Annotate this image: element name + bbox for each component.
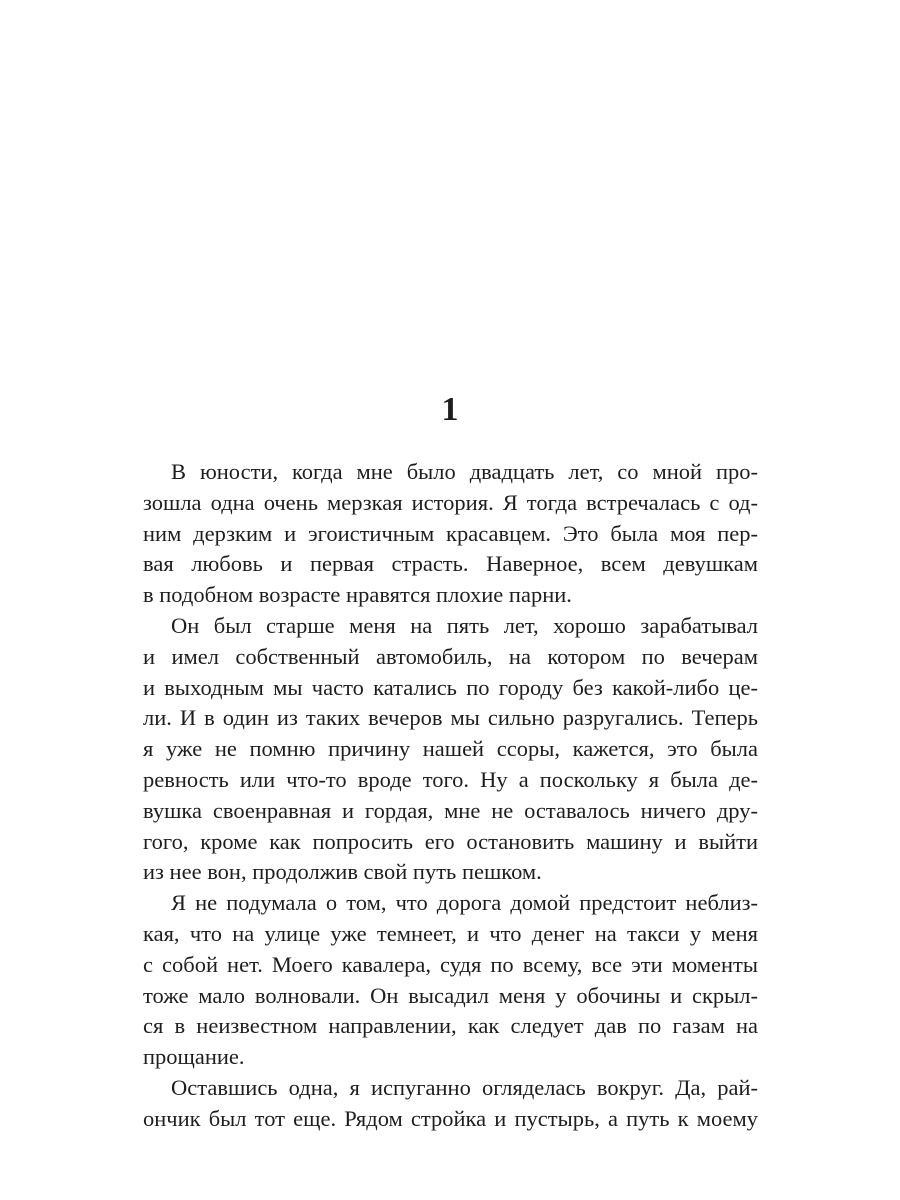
- text-line: Я не подумала о том, что дорога домой предстоит неблиз-: [171, 890, 758, 916]
- text-line: и имел собственный автомобиль, на котором по вечерам: [143, 643, 758, 669]
- text-line: вая любовь и первая страсть. Наверное, всем девушкам: [143, 551, 758, 577]
- text-line: и выходным мы часто катались по городу без какой-либо це-: [143, 674, 758, 700]
- text-line: зошла одна очень мерзкая история. Я тогда встречалась с од-: [143, 489, 758, 515]
- text-line: ся в неизвестном направлении, как следует дав по газам на: [143, 1013, 758, 1039]
- text-line: Он был старше меня на пять лет, хорошо зарабатывал: [171, 612, 758, 638]
- text-line: ним дерзким и эгоистичным красавцем. Это была моя пер-: [143, 520, 758, 546]
- text-line: я уже не помню причину нашей ссоры, кажется, это была: [143, 736, 758, 762]
- chapter-text: [143, 457, 758, 1135]
- text-line: в подобном возрасте нравятся плохие парни.: [143, 582, 572, 608]
- text-line: тоже мало волновали. Он высадил меня у обочины и скрыл-: [143, 982, 758, 1008]
- text-line: прощание.: [143, 1044, 245, 1070]
- text-line: ревность или что-то вроде того. Ну а поскольку я была де-: [143, 766, 758, 792]
- text-line: ончик был тот еще. Рядом стройка и пустырь, а путь к моему: [143, 1105, 758, 1131]
- text-line: с собой нет. Моего кавалера, судя по всему, все эти моменты: [143, 951, 758, 977]
- text-line: гого, кроме как попросить его остановить машину и выйти: [143, 828, 758, 854]
- chapter-number: 1: [441, 391, 459, 428]
- text-line: вушка своенравная и гордая, мне не оставалось ничего дру-: [143, 797, 758, 823]
- text-line: из нее вон, продолжив свой путь пешком.: [143, 859, 542, 885]
- text-line: В юности, когда мне было двадцать лет, со мной про-: [171, 459, 758, 484]
- text-line: ли. И в один из таких вечеров мы сильно разругались. Теперь: [143, 705, 758, 731]
- text-line: кая, что на улице уже темнеет, и что денег на такси у меня: [143, 920, 758, 946]
- text-line: Оставшись одна, я испуганно огляделась вокруг. Да, рай-: [171, 1074, 758, 1100]
